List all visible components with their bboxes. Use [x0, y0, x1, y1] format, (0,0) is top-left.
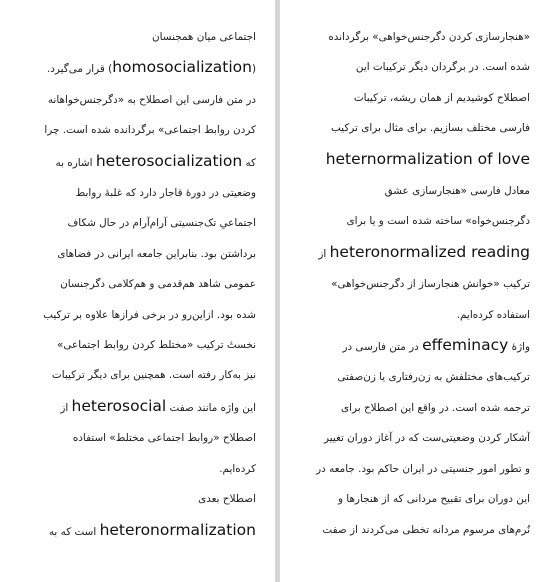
- right-page-text: [308, 22, 530, 545]
- text-line: «هنجارسازی کردن دگرجنس‌خواهی» برگردانده: [328, 31, 530, 43]
- text-line: ترجمه شده است. در واقع این اصطلاح برای: [341, 401, 530, 414]
- text-fragment: (: [251, 63, 256, 76]
- english-term: heterosocialization: [95, 151, 243, 170]
- text-line: ترکیب‌های مختلفش به زن‌رفتاری یا زن‌صفتی: [337, 371, 530, 384]
- text-fragment: واژهٔ: [511, 341, 530, 354]
- text-line: اصطلاح «روابط اجتماعی مختلط» استفاده: [72, 432, 256, 445]
- text-fragment: در متن فارسی در: [342, 341, 419, 354]
- text-line: نخستٔ ترکیب «مختلط کردن روابط اجتماعی»: [56, 339, 256, 352]
- left-page: [0, 0, 275, 582]
- text-line: اجتماعیِ تک‌جنسیتی آرام‌آرام در حال شکاف: [67, 217, 256, 230]
- text-line: اصطلاح کوشیدیم از همان ریشه، ترکیبات: [353, 91, 530, 104]
- text-line: [16, 515, 256, 547]
- text-fragment: که: [245, 156, 256, 169]
- text-line: اصطلاح بعدی: [198, 493, 256, 506]
- text-fragment: از: [318, 247, 327, 260]
- text-line: در متن فارسی این اصطلاح به «دگرجنس‌خواهانه: [47, 93, 256, 106]
- text-line: شده بود. ازاین‌رو در برخی فرازها علاوه بر ترکیب: [43, 308, 256, 321]
- english-term: heteronormalized reading: [329, 242, 530, 261]
- english-term: heternormalization of love: [325, 149, 530, 168]
- right-page: [280, 0, 557, 582]
- text-line: ترکیب «خوانش هنجارساز از دگرجنس‌خواهی»: [331, 278, 530, 291]
- text-line: معادل فارسی «هنجارسازی عشق: [384, 185, 530, 198]
- text-fragment: است که به: [48, 525, 97, 538]
- text-line: و تطور امور جنسیتی در ایران حاکم بود. جامعه در: [316, 462, 530, 475]
- text-line: فارسی مختلف بسازیم. برای مثال برای ترکیب: [330, 122, 530, 135]
- text-line: [308, 330, 530, 362]
- text-line: اجتماعی میان همجنسان: [152, 31, 256, 43]
- text-line: کردن روابط اجتماعی» برگردانده شده است. چرا: [44, 124, 256, 137]
- text-line: [308, 144, 530, 176]
- text-line: استفاده کرده‌ایم.: [456, 308, 530, 321]
- english-term: effeminacy: [422, 336, 509, 355]
- text-line: وضعیتی در دورهٔ قاجار دارد که غلبهٔ روابط: [75, 187, 256, 200]
- text-line: کرده‌ایم.: [219, 462, 256, 475]
- text-line: این دوران برای تقبیح مردانی که از هنجارها و: [337, 493, 530, 506]
- text-line: نیز به‌کار رفته است. همچنین برای دیگر ترکیبات: [51, 369, 256, 382]
- english-term: homosocialization: [112, 58, 252, 77]
- text-fragment: این واژه مانند صفت: [169, 401, 256, 414]
- text-line: [308, 237, 530, 269]
- text-line: [16, 391, 256, 423]
- english-term: heterosocial: [71, 396, 167, 415]
- text-line: نُرم‌های مرسوم مردانه تخطی می‌کردند از صفت: [322, 523, 530, 536]
- text-fragment: ) قرار می‌گیرد.: [46, 63, 113, 76]
- text-line: [16, 146, 256, 178]
- text-line: عمومی شاهد هم‌قدمی و هم‌کلامی دگرجنسان: [60, 278, 256, 291]
- text-line: آشکار کردن وضعیتی‌ست که در آغاز دوران تغییر: [323, 432, 530, 445]
- text-fragment: از: [60, 401, 69, 414]
- left-page-text: [16, 22, 256, 547]
- text-line: برداشتن بود. بنابراین جامعه ایرانی در فضاهای: [57, 247, 256, 260]
- english-term: heteronormalization: [99, 520, 256, 539]
- text-line: [16, 52, 256, 84]
- text-line: شده است. در برگردان دیگر ترکیبات این: [355, 61, 530, 74]
- text-fragment: اشاره به: [55, 156, 93, 169]
- text-line: دگرجنس‌خواه» ساخته شده است و یا برای: [346, 215, 530, 228]
